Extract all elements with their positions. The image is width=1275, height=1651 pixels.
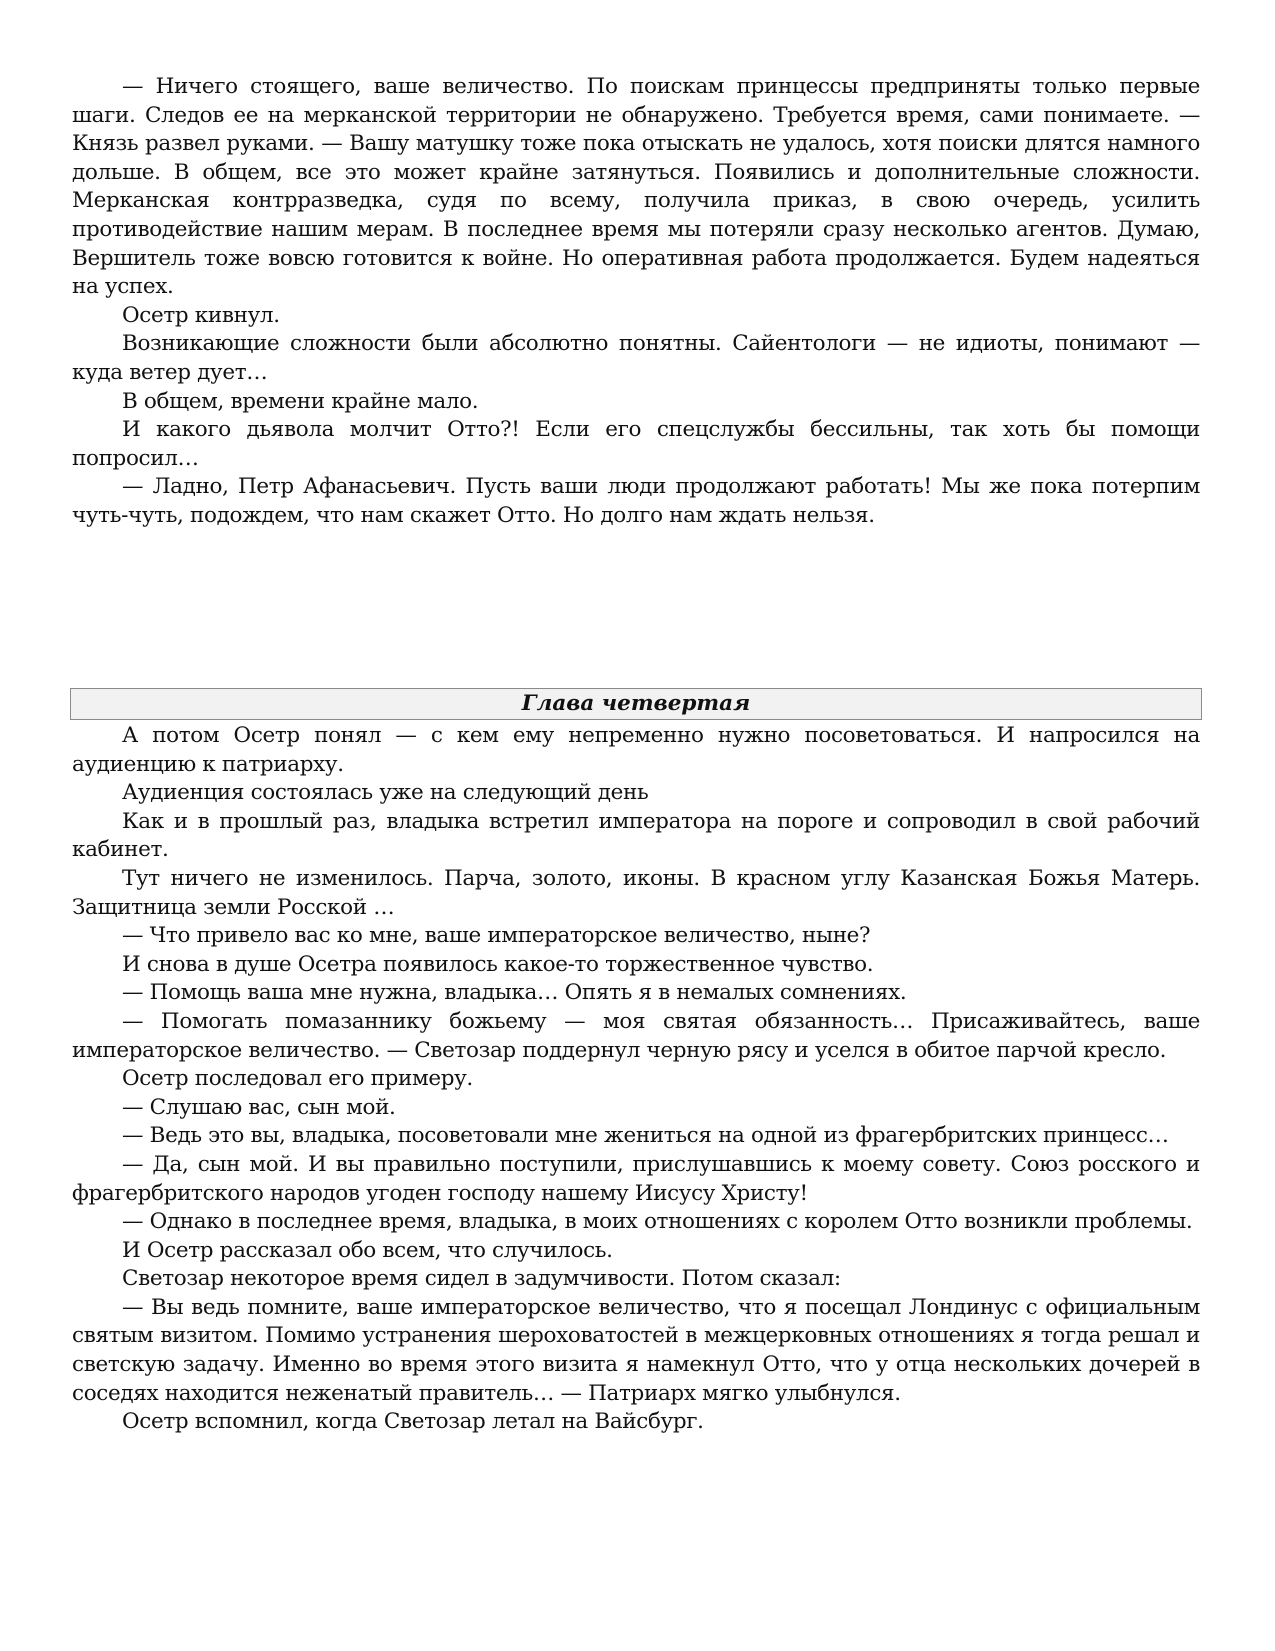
paragraph: Аудиенция состоялась уже на следующий день: [122, 780, 649, 806]
paragraph: И снова в душе Осетра появилось какое-то торжественное чувство.: [122, 951, 874, 977]
paragraph: — Что привело вас ко мне, ваше императорское величество, ныне?: [122, 923, 871, 949]
paragraph: — Однако в последнее время, владыка, в моих отношениях с королем Отто возникли проблемы.: [122, 1209, 1193, 1235]
text-section-bottom: [72, 722, 1200, 1437]
paragraph: Тут ничего не изменилось. Парча, золото, иконы. В красном углу Казанская Божья Матерь. Защитница земли Росской …: [72, 865, 1200, 920]
paragraph: — Да, сын мой. И вы правильно поступили, прислушавшись к моему совету. Союз росского и фрагербритского народов угоден господу нашему Иисусу Христу!: [72, 1151, 1200, 1206]
paragraph: — Ладно, Петр Афанасьевич. Пусть ваши люди продолжают работать! Мы же пока потерпим чуть-чуть, подождем, что нам скажет Отто. Но долго нам ждать нельзя.: [72, 474, 1200, 528]
paragraph: — Ведь это вы, владыка, посоветовали мне жениться на одной из фрагербритских принцесс…: [122, 1123, 1169, 1149]
paragraph: — Помогать помазаннику божьему — моя святая обязанность… Присаживайтесь, ваше императорское величество. — Светозар поддернул черную рясу и уселся в обитое парчой кресло.: [72, 1008, 1200, 1063]
paragraph: Возникающие сложности были абсолютно понятны. Сайентологи — не идиоты, понимают — куда ветер дует…: [72, 331, 1200, 385]
paragraph: И какого дьявола молчит Отто?! Если его спецслужбы бессильны, так хоть бы помощи попросил…: [72, 417, 1200, 471]
text-section-top: [72, 73, 1200, 531]
paragraph: — Помощь ваша мне нужна, владыка… Опять я в немалых сомнениях.: [122, 980, 907, 1006]
paragraph: — Вы ведь помните, ваше императорское величество, что я посещал Лондинус с официальным святым визитом. Помимо устранения шероховатостей в межцерковных отношениях я тогда решал и светскую задачу. Именно во время этого визита я намекнул Отто, что у отца нескольких дочерей в соседях находится неженатый правитель… — Патриарх мягко улыбнулся.: [72, 1294, 1200, 1406]
paragraph: А потом Осетр понял — с кем ему непременно нужно посоветоваться. И напросился на аудиенцию к патриарху.: [72, 723, 1200, 777]
paragraph: Осетр вспомнил, когда Светозар летал на Вайсбург.: [122, 1409, 704, 1435]
chapter-heading: Глава четвертая: [70, 688, 1202, 720]
paragraph: — Ничего стоящего, ваше величество. По поискам принцессы предприняты только первые шаги. Следов ее на меркaнской территории не обнаружено. Требуется время, сами понимаете. — Князь развел руками. — Вашу матушку тоже пока отыскать не удалось, хотя поиски длятся намного дольше. В общем, все это может крайне затянуться. Появились и дополнительные сложности. Меркaнская контрразведка, судя по всему, получила приказ, в свою очередь, усилить противодействие нашим мерам. В последнее время мы потеряли сразу несколько агентов. Думаю, Вершитель тоже вовсю готовится к войне. Но оперативная работа продолжается. Будем надеяться на успех.: [72, 74, 1200, 300]
paragraph: Осетр кивнул.: [122, 302, 280, 328]
paragraph: Как и в прошлый раз, владыка встретил императора на пороге и сопроводил в свой рабочий кабинет.: [72, 808, 1200, 863]
paragraph: — Слушаю вас, сын мой.: [122, 1094, 396, 1120]
paragraph: Светозар некоторое время сидел в задумчивости. Потом сказал:: [122, 1266, 841, 1292]
paragraph: Осетр последовал его примеру.: [122, 1066, 473, 1092]
paragraph: И Осетр рассказал обо всем, что случилось.: [122, 1237, 613, 1263]
paragraph: В общем, времени крайне мало.: [122, 388, 479, 414]
